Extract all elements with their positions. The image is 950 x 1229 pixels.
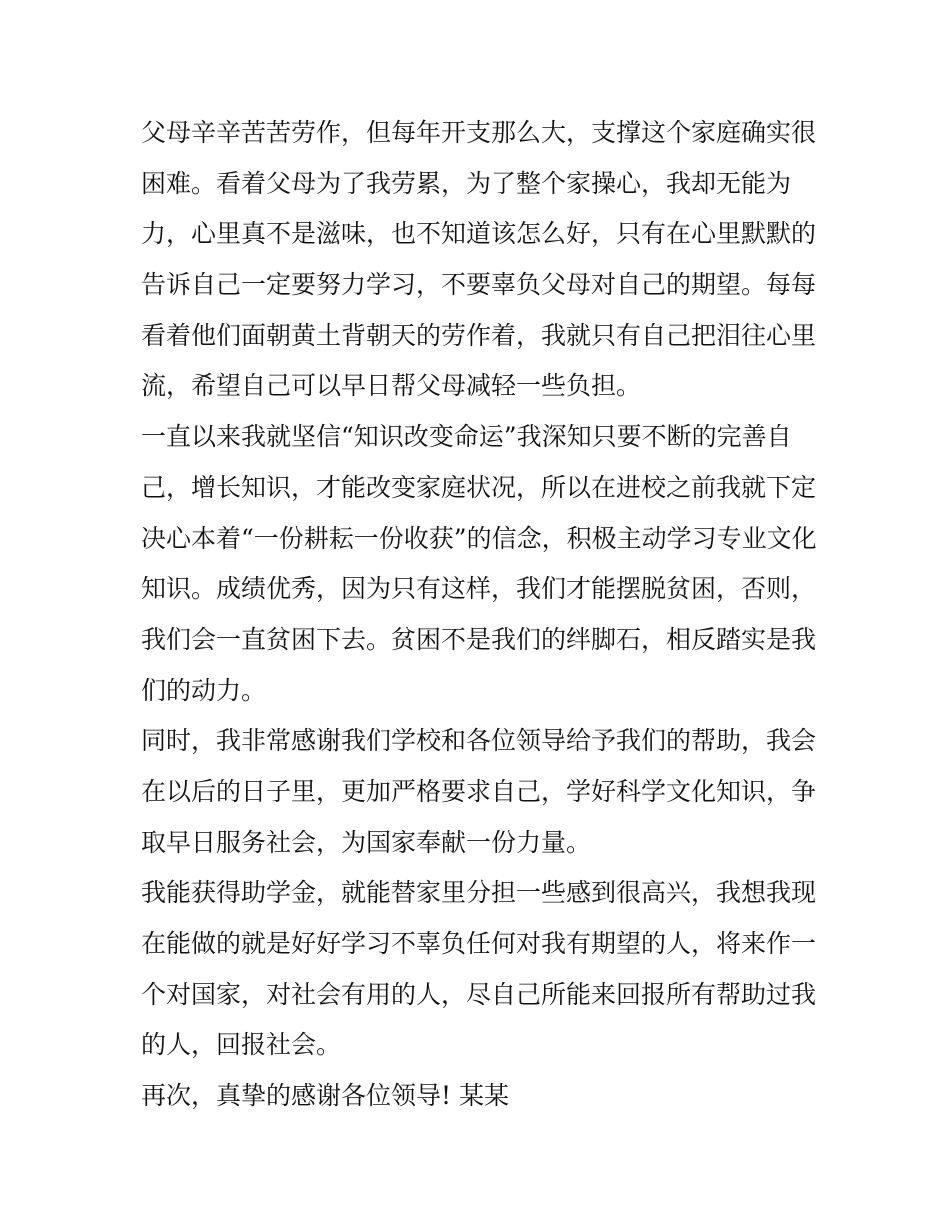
- text-line: 们的动力。: [141, 675, 267, 705]
- text-line: 同时，我非常感谢我们学校和各位领导给予我们的帮助，我会: [141, 726, 817, 756]
- text-line: 决心本着“一份耕耘一份收获”的信念，积极主动学习专业文化: [141, 523, 817, 553]
- text-line: 告诉自己一定要努力学习，不要辜负父母对自己的期望。每每: [141, 270, 817, 300]
- text-line: 的人，回报社会。: [141, 1030, 342, 1060]
- text-line: 看着他们面朝黄土背朝天的劳作着，我就只有自己把泪往心里: [141, 320, 817, 350]
- body-text: [141, 108, 821, 1122]
- text-line: 我们会一直贫困下去。贫困不是我们的绊脚石，相反踏实是我: [141, 624, 817, 654]
- text-line: 父母辛辛苦苦劳作，但每年开支那么大，支撑这个家庭确实很: [141, 118, 817, 147]
- text-line: 我能获得助学金，就能替家里分担一些感到很高兴，我想我现: [141, 878, 817, 908]
- text-line: 在能做的就是好好学习不辜负任何对我有期望的人，将来作一: [141, 929, 817, 958]
- text-line: 在以后的日子里，更加严格要求自己，学好科学文化知识，争: [141, 776, 817, 806]
- text-line: 个对国家，对社会有用的人，尽自己所能来回报所有帮助过我: [141, 979, 817, 1009]
- text-line: 困难。看着父母为了我劳累，为了整个家操心，我却无能为: [141, 168, 792, 198]
- text-line: 流，希望自己可以早日帮父母减轻一些负担。: [141, 371, 642, 401]
- text-line: 取早日服务社会，为国家奉献一份力量。: [141, 827, 592, 857]
- text-line: 力，心里真不是滋味，也不知道该怎么好，只有在心里默默的: [141, 219, 817, 249]
- text-line: 一直以来我就坚信“知识改变命运”我深知只要不断的完善自: [141, 422, 792, 452]
- text-line: 再次，真挚的感谢各位领导! 某某: [141, 1081, 509, 1111]
- text-line: 知识。成绩优秀，因为只有这样，我们才能摆脱贫困，否则，: [141, 574, 817, 604]
- text-line: 己，增长知识，才能改变家庭状况，所以在进校之前我就下定: [141, 472, 817, 502]
